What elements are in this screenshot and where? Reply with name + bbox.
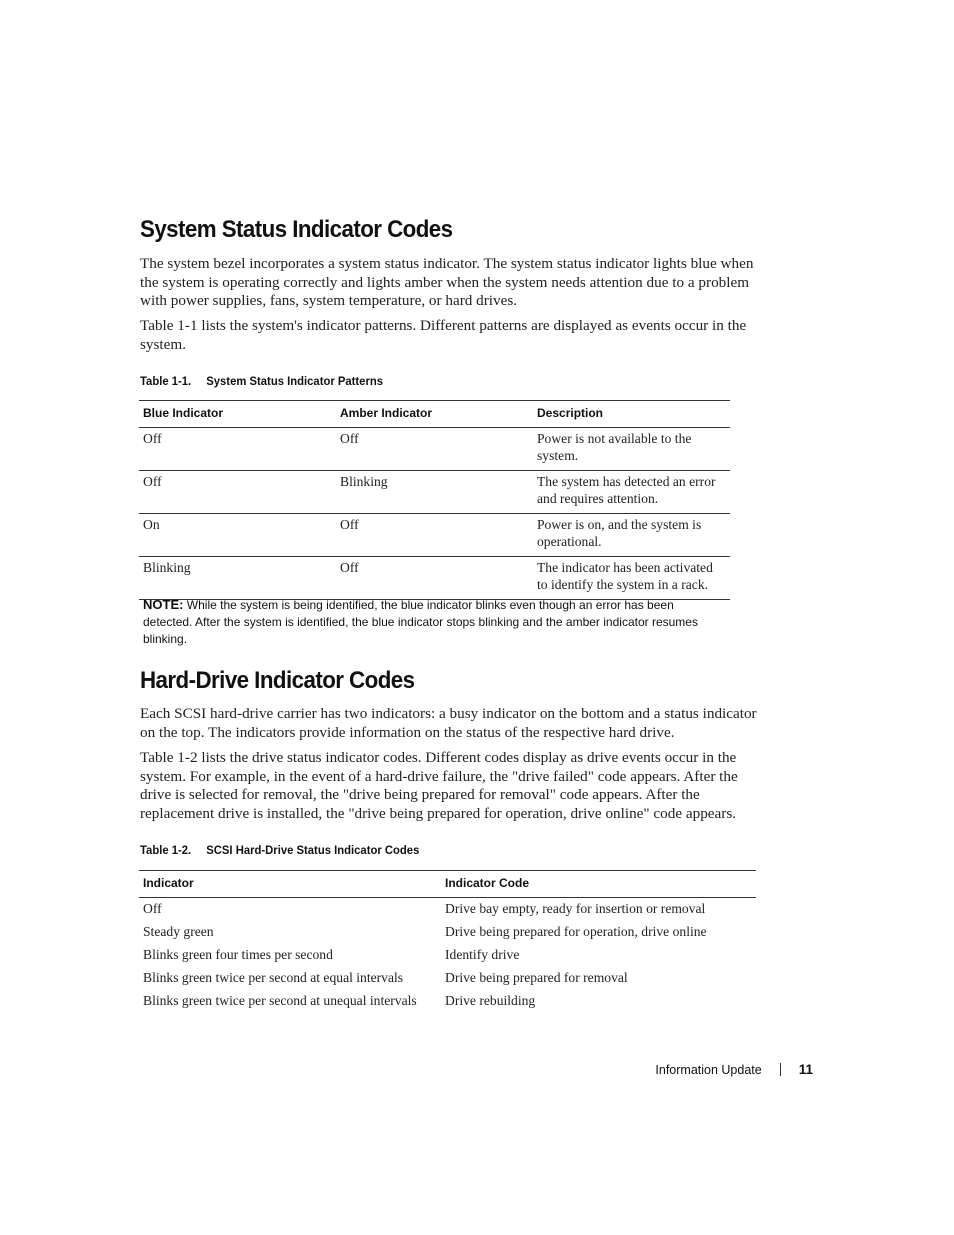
table-row [139,428,730,471]
table-cell: Off [336,557,533,600]
paragraph-drive-codes: Table 1-2 lists the drive status indicator codes. Different codes display as drive events occur in the system. For example, in the event of a hard-drive failure, the "drive failed" code appears. After the drive is selected for removal, the "drive being prepared for removal" code appears. After the replacement drive is installed, the "drive being prepared for operation, drive online" code appears. [140,749,738,822]
paragraph-table-reference: Table 1-1 lists the system's indicator patterns. Different patterns are displayed as events occur in the system. [140,317,747,353]
table-number: Table 1-1. [140,374,192,388]
table-caption [140,843,419,857]
table-cell: Drive being prepared for removal [445,970,628,985]
table-title: System Status Indicator Patterns [206,374,384,388]
table-cell: Drive being prepared for operation, drive online [445,924,707,939]
note-text: While the system is being identified, the blue indicator blinks even though an error has been detected. After the system is identified, the blue indicator stops blinking and the amber indicator resumes blinking. [143,598,698,646]
column-header: Indicator Code [441,871,756,898]
table-caption [140,374,383,388]
table-cell: Identify drive [445,947,520,962]
page-footer [655,1062,813,1077]
table-cell: Blinking [336,471,533,514]
system-status-table [139,400,730,600]
table-cell: Off [336,428,533,471]
table-row [139,557,730,600]
table-cell: The system has detected an error and requires attention. [533,471,730,514]
column-header: Description [533,401,730,428]
table-cell: Power is on, and the system is operational. [533,514,730,557]
table-cell: On [139,514,336,557]
table-cell: Blinking [139,557,336,600]
table-row [139,944,756,967]
table-row [139,921,756,944]
table-cell: Blinks green four times per second [143,947,333,962]
table-row [139,514,730,557]
table-cell: Off [139,428,336,471]
footer-section-title: Information Update [655,1063,762,1077]
table-cell: Off [139,471,336,514]
table-header-row [139,401,730,428]
table-cell: Steady green [143,924,214,939]
table-cell: Blinks green twice per second at unequal intervals [143,993,417,1008]
note-block [143,596,723,648]
table-title: SCSI Hard-Drive Status Indicator Codes [206,843,420,857]
hard-drive-status-table [139,870,756,1013]
paragraph-scsi-carrier: Each SCSI hard-drive carrier has two indicators: a busy indicator on the bottom and a status indicator on the top. The indicators provide information on the status of the respective hard drive. [140,705,757,741]
section-heading-system-status: System Status Indicator Codes [140,216,453,243]
footer-divider [780,1063,781,1076]
table-row [139,471,730,514]
paragraph-bezel-indicator: The system bezel incorporates a system status indicator. The system status indicator lights blue when the system is operating correctly and lights amber when the system needs attention due to a problem with power supplies, fans, system temperature, or hard drives. [140,255,754,310]
column-header: Indicator [139,871,441,898]
note-label: NOTE: [143,597,184,612]
table-cell: Off [336,514,533,557]
table-cell: Power is not available to the system. [533,428,730,471]
table-number: Table 1-2. [140,843,192,857]
table-cell: The indicator has been activated to identify the system in a rack. [533,557,730,600]
table-cell: Off [143,901,162,916]
table-cell: Drive rebuilding [445,993,536,1008]
table-row [139,967,756,990]
column-header: Amber Indicator [336,401,533,428]
table-header-row [139,871,756,898]
table-cell: Blinks green twice per second at equal intervals [143,970,404,985]
column-header: Blue Indicator [139,401,336,428]
table-cell: Drive bay empty, ready for insertion or removal [445,901,706,916]
page-number: 11 [798,1062,813,1077]
table-row [139,898,756,922]
table-row [139,990,756,1013]
section-heading-hard-drive: Hard-Drive Indicator Codes [140,667,415,694]
